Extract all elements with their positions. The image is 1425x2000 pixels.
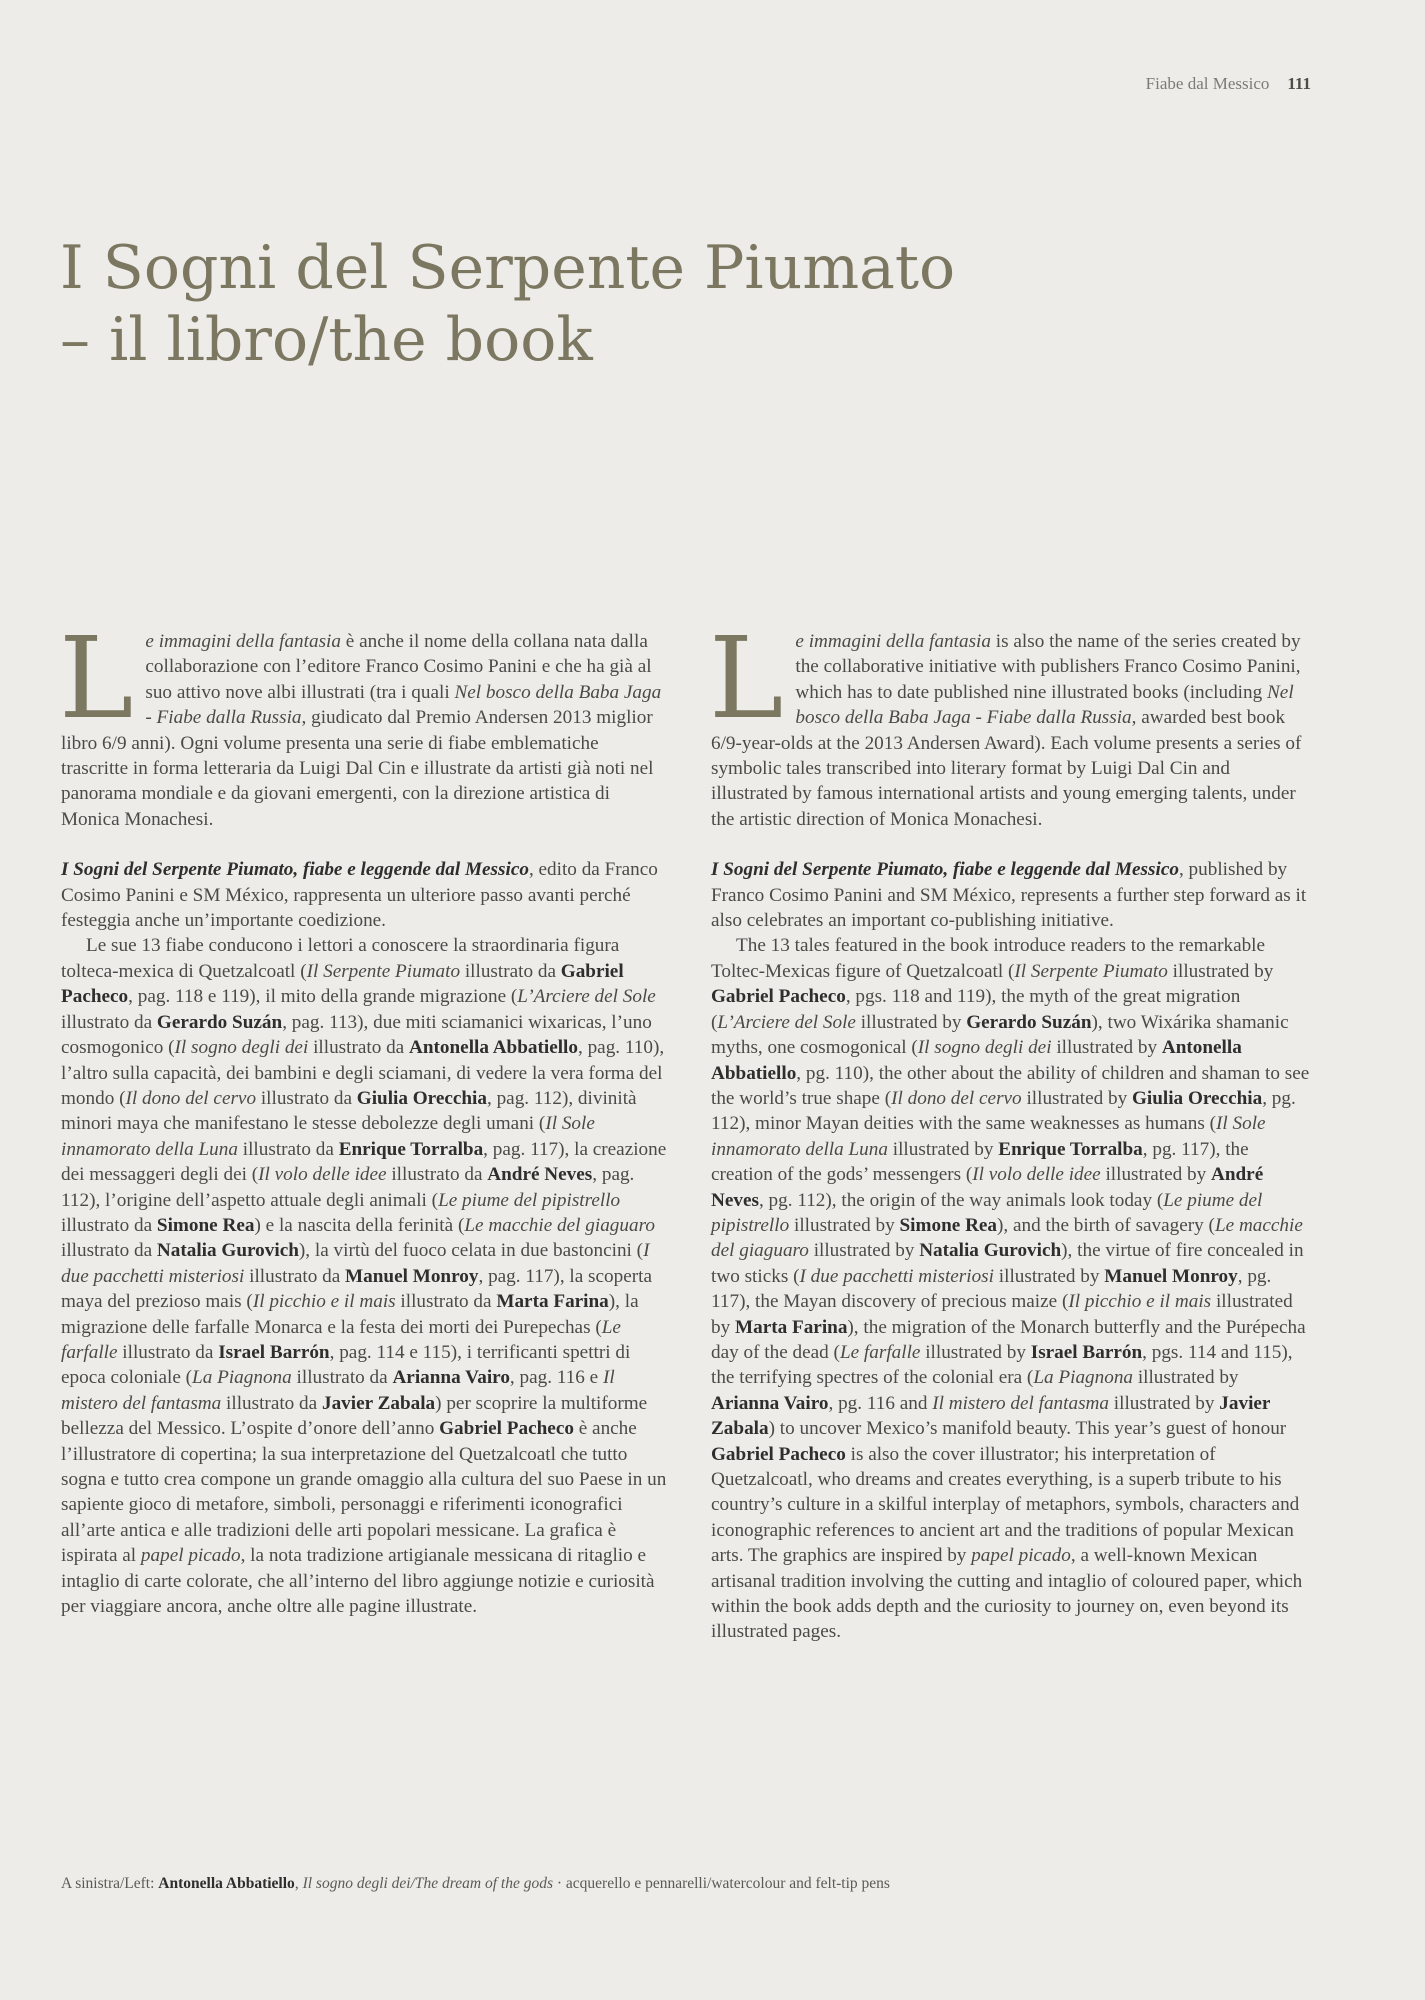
illustrator-name: Gerardo Suzán <box>156 1011 283 1033</box>
text: illustrated by <box>789 1214 900 1236</box>
italian-paragraph-1 <box>59 614 668 832</box>
text: illustrated by <box>993 1265 1105 1287</box>
text: ), two Wixárika shamanic myths, one cosmogonical ( <box>711 1011 1289 1059</box>
tale-title: Il mistero del fantasma <box>932 1392 1109 1414</box>
tale-title: Il sogno degli dei <box>174 1037 309 1059</box>
text: , pg. 117), the creation of the gods’ messengers ( <box>711 1138 1249 1186</box>
text: è anche il nome della collana nata dalla collaborazione con l’editore Franco Cosimo Panini e che ha già al suo attivo nove albi illustrati (tra i quali <box>145 631 652 703</box>
text: , pag. 113), due miti sciamanici wixaricas, l’uno cosmogonico ( <box>61 1011 652 1059</box>
tale-title: I due pacchetti misteriosi <box>61 1240 650 1287</box>
text: illustrato da <box>395 1291 497 1313</box>
caption-artist: Antonella Abbatiello <box>158 1875 295 1892</box>
italian-paragraph-3 <box>61 933 668 1619</box>
text: illustrated by <box>1133 1367 1239 1389</box>
illustrator-name: André Neves <box>487 1164 593 1186</box>
text: , pag. 117), la creazione dei messaggeri degli dei ( <box>61 1138 667 1186</box>
text: illustrated by <box>1051 1037 1162 1059</box>
term: papel picado <box>140 1545 241 1567</box>
text: , pgs. 114 and 115), the terrifying spectres of the colonial era ( <box>711 1341 1293 1389</box>
text: illustrato da <box>244 1265 346 1287</box>
term: papel picado <box>971 1545 1071 1567</box>
english-paragraph-1 <box>709 614 1310 832</box>
running-title: Fiabe dal Messico <box>1145 74 1270 93</box>
tale-title: Le piume del pipistrello <box>438 1189 621 1211</box>
text: is also the cover illustrator; his interpretation of Quetzalcoatl, who dreams and creates everything, is a superb tribute to his country’s culture in a skilful interplay of metaphors, symbols, characters and iconographic references to ancient art and the traditions of popular Mexican arts. The graphics are inspired by <box>711 1443 1300 1567</box>
illustrator-name: Natalia Gurovich <box>919 1240 1062 1262</box>
text: ), and the birth of savagery ( <box>997 1214 1215 1236</box>
text: , pag. 117), la scoperta maya del prezioso mais ( <box>61 1265 652 1313</box>
text: è anche l’illustratore di copertina; la sua interpretazione del Quetzalcoatl che tutto sogna e tutto crea compone un grande omaggio alla cultura del suo Paese in un sapiente gioco di metafore, simboli, personaggi e riferimenti iconografici all’arte antica e alle tradizioni delle arti popolari messicane. La grafica è ispirata al <box>61 1418 667 1567</box>
text: illustrato da <box>256 1087 357 1109</box>
text: illustrated by <box>855 1011 967 1033</box>
tale-title: La Piagnona <box>1033 1367 1134 1389</box>
illustrator-name: Natalia Gurovich <box>156 1240 299 1262</box>
text: illustrated by <box>1021 1087 1132 1109</box>
text: illustrated by <box>711 1291 1293 1338</box>
tale-title: Le macchie del giaguaro <box>711 1214 1303 1262</box>
page-number: 111 <box>1287 74 1311 93</box>
illustrator-name: Javier Zabala <box>711 1392 1271 1440</box>
text: , pag. 114 e 115), i terrificanti spettri di epoca coloniale ( <box>61 1341 631 1389</box>
page-title <box>60 232 1260 376</box>
illustrator-name: Israel Barrón <box>218 1341 330 1363</box>
text: The 13 tales featured in the book introduce readers to the remarkable Toltec-Mexicas figure of Quetzalcoatl ( <box>711 935 1266 982</box>
title-line-2: – il libro/the book <box>60 305 593 375</box>
illustrator-name: Marta Farina <box>496 1291 609 1313</box>
caption-work-title: Il sogno degli dei/The dream of the gods <box>302 1875 553 1892</box>
text: , la nota tradizione artigianale messicana di ritaglio e intaglio di carte colorate, che all’interno del libro aggiunge notizie e curiosità per viaggiare ancora, anche oltre alle pagine illustrate. <box>61 1545 655 1618</box>
text: , giudicato dal Premio Andersen 2013 miglior libro 6/9 anni). Ogni volume presenta una serie di fiabe emblematiche trascritte in forma letteraria da Luigi Dal Cin e illustrate da artisti già noti nel panorama mondiale e da giovani emergenti, con la direzione artistica di Monica Monachesi. <box>61 707 654 830</box>
tale-title: Il picchio e il mais <box>252 1291 396 1313</box>
text: ) e la nascita della ferinità ( <box>254 1214 465 1236</box>
text: , pag. 118 e 119), il mito della grande migrazione ( <box>128 986 518 1008</box>
illustrator-name: André Neves <box>711 1164 1264 1211</box>
text: illustrated by <box>920 1341 1031 1363</box>
text: ), the migration of the Monarch butterfly and the Purépecha day of the dead ( <box>711 1316 1306 1363</box>
caption-separator: , <box>294 1875 303 1892</box>
tale-title: Il picchio e il mais <box>1068 1291 1212 1313</box>
english-column <box>709 614 1310 1645</box>
text: illustrato da <box>117 1341 219 1363</box>
tale-title: Le macchie del giaguaro <box>464 1214 655 1236</box>
illustrator-name: Manuel Monroy <box>345 1265 479 1287</box>
tale-title: Il volo delle idee <box>258 1164 387 1186</box>
text: , pgs. 118 and 119), the myth of the great migration ( <box>711 986 1241 1033</box>
text: illustrated by <box>1100 1164 1211 1186</box>
image-caption <box>61 1875 1361 1893</box>
illustrator-name: Javier Zabala <box>321 1392 436 1414</box>
book-title: I Sogni del Serpente Piumato, fiabe e leggende dal Messico <box>711 859 1179 881</box>
drop-cap: L <box>709 614 784 744</box>
tale-title: Le farfalle <box>61 1316 621 1363</box>
illustrator-name: Antonella Abbatiello <box>409 1037 578 1059</box>
text: , pag. 110), l’altro sulla capacità, dei bambini e degli sciamani, di vedere la vera forma del mondo ( <box>61 1037 665 1109</box>
series-name: e immagini della fantasia <box>795 631 991 652</box>
tale-title: Il dono del cervo <box>891 1087 1022 1109</box>
italian-paragraph-2 <box>61 857 668 933</box>
text: , pg. 116 and <box>828 1392 933 1414</box>
book-title: I Sogni del Serpente Piumato, fiabe e leggende dal Messico <box>61 859 529 881</box>
italian-column <box>59 614 668 1619</box>
text: Le sue 13 fiabe conducono i lettori a conoscere la straordinaria figura tolteca-mexica di Quetzalcoatl ( <box>61 935 620 982</box>
tale-title: I due pacchetti misteriosi <box>799 1265 994 1287</box>
text: , pag. 112), divinità minori maya che manifestano le stesse debolezze degli umani ( <box>61 1087 637 1135</box>
text: ), the virtue of fire concealed in two sticks ( <box>711 1240 1304 1287</box>
illustrator-name: Enrique Torralba <box>998 1138 1143 1160</box>
illustrator-name: Gerardo Suzán <box>966 1011 1092 1033</box>
tale-title: Il Sole innamorato della Luna <box>61 1113 595 1160</box>
text: illustrated by <box>1167 960 1274 982</box>
tale-title: Le farfalle <box>839 1341 921 1363</box>
text: , a well-known Mexican artisanal tradition involving the cutting and intaglio of coloured paper, which within the book adds depth and the curiosity to journey on, even beyond its illustrated pages. <box>711 1545 1303 1643</box>
drop-cap: L <box>59 614 134 744</box>
text: illustrato da <box>460 960 561 982</box>
book-title: Nel bosco della Baba Jaga - Fiabe dalla Russia <box>795 681 1294 729</box>
text: illustrato da <box>237 1138 339 1160</box>
text: illustrato da <box>61 1011 157 1033</box>
tale-title: L’Arciere del Sole <box>517 986 656 1008</box>
tale-title: Il mistero del fantasma <box>61 1367 615 1414</box>
illustrator-name: Antonella Abbatiello <box>711 1037 1242 1084</box>
english-paragraph-3 <box>711 933 1310 1644</box>
tale-title: Le piume del pipistrello <box>711 1189 1263 1236</box>
text: , awarded best book 6/9-year-olds at the 2013 Andersen Award). Each volume presents a series of symbolic tales transcribed into literary format by Luigi Dal Cin and illustrated by famous international artists and young emerging talents, under the artistic direction of Monica Monachesi. <box>711 707 1302 830</box>
text: ), la migrazione delle farfalle Monarca e la festa dei morti dei Purepechas ( <box>61 1291 639 1338</box>
illustrator-name: Enrique Torralba <box>338 1138 484 1160</box>
text: illustrato da <box>61 1214 157 1236</box>
text: illustrated by <box>887 1138 999 1160</box>
illustrator-name: Simone Rea <box>156 1214 255 1236</box>
illustrator-name: Gabriel Pacheco <box>711 986 846 1008</box>
text: , pg. 112), minor Mayan deities with the same weaknesses as humans ( <box>711 1087 1296 1135</box>
tale-title: La Piagnona <box>192 1367 292 1389</box>
tale-title: Il Serpente Piumato <box>1014 960 1168 982</box>
illustrator-name: Gabriel Pacheco <box>439 1418 574 1440</box>
tale-title: Il Serpente Piumato <box>306 960 461 982</box>
text: , pag. 112), l’origine dell’aspetto attuale degli animali ( <box>61 1164 635 1211</box>
tale-title: Il dono del cervo <box>125 1087 257 1109</box>
illustrator-name: Simone Rea <box>899 1214 998 1236</box>
text: ) per scoprire la multiforme bellezza del Messico. L’ospite d’onore dell’anno <box>61 1392 648 1440</box>
running-head <box>1146 74 1311 94</box>
text: illustrato da <box>308 1037 409 1059</box>
illustrator-name: Gabriel Pacheco <box>61 960 624 1008</box>
text: ) to uncover Mexico’s manifold beauty. This year’s guest of honour <box>768 1418 1287 1440</box>
illustrator-name: Arianna Vairo <box>392 1367 510 1389</box>
text: , published by Franco Cosimo Panini and SM México, represents a further step forward as it also celebrates an important co-publishing initiative. <box>711 859 1307 932</box>
text: illustrato da <box>386 1164 488 1186</box>
illustrator-name: Marta Farina <box>734 1316 848 1338</box>
text: illustrated by <box>808 1240 920 1262</box>
caption-label: A sinistra/Left: <box>61 1875 159 1892</box>
title-line-1: I Sogni del Serpente Piumato <box>60 233 956 303</box>
text: , edito da Franco Cosimo Panini e SM México, rappresenta un ulteriore passo avanti perché festeggia anche un’importante coedizione. <box>61 859 658 932</box>
illustrator-name: Gabriel Pacheco <box>711 1443 846 1465</box>
english-paragraph-2 <box>711 857 1310 933</box>
text: illustrato da <box>291 1367 393 1389</box>
text: illustrated by <box>1108 1392 1220 1414</box>
illustrator-name: Giulia Orecchia <box>1131 1087 1263 1109</box>
series-name: e immagini della fantasia <box>145 631 341 652</box>
tale-title: Il sogno degli dei <box>917 1037 1052 1059</box>
text: illustrato da <box>61 1240 157 1262</box>
text: is also the name of the series created by the collaborative initiative with publishers Franco Cosimo Panini, which has to date published nine illustrated books (including <box>795 631 1301 703</box>
book-title: Nel bosco della Baba Jaga - Fiabe dalla Russia <box>145 681 662 729</box>
illustrator-name: Arianna Vairo <box>711 1392 829 1414</box>
illustrator-name: Giulia Orecchia <box>356 1087 487 1109</box>
tale-title: L’Arciere del Sole <box>717 1011 856 1033</box>
text: , pg. 112), the origin of the way animals look today ( <box>758 1189 1164 1211</box>
caption-medium: · acquerello e pennarelli/watercolour and felt-tip pens <box>552 1875 890 1892</box>
text: , pg. 117), the Mayan discovery of precious maize ( <box>711 1265 1272 1313</box>
tale-title: Il volo delle idee <box>972 1164 1101 1186</box>
tale-title: Il Sole innamorato della Luna <box>711 1113 1266 1160</box>
text: ), la virtù del fuoco celata in due bastoncini ( <box>298 1240 644 1262</box>
text: , pg. 110), the other about the ability of children and shaman to see the world’s true shape ( <box>711 1062 1310 1109</box>
text: illustrato da <box>221 1392 322 1414</box>
illustrator-name: Israel Barrón <box>1030 1341 1143 1363</box>
text: , pag. 116 e <box>509 1367 603 1389</box>
illustrator-name: Manuel Monroy <box>1104 1265 1238 1287</box>
